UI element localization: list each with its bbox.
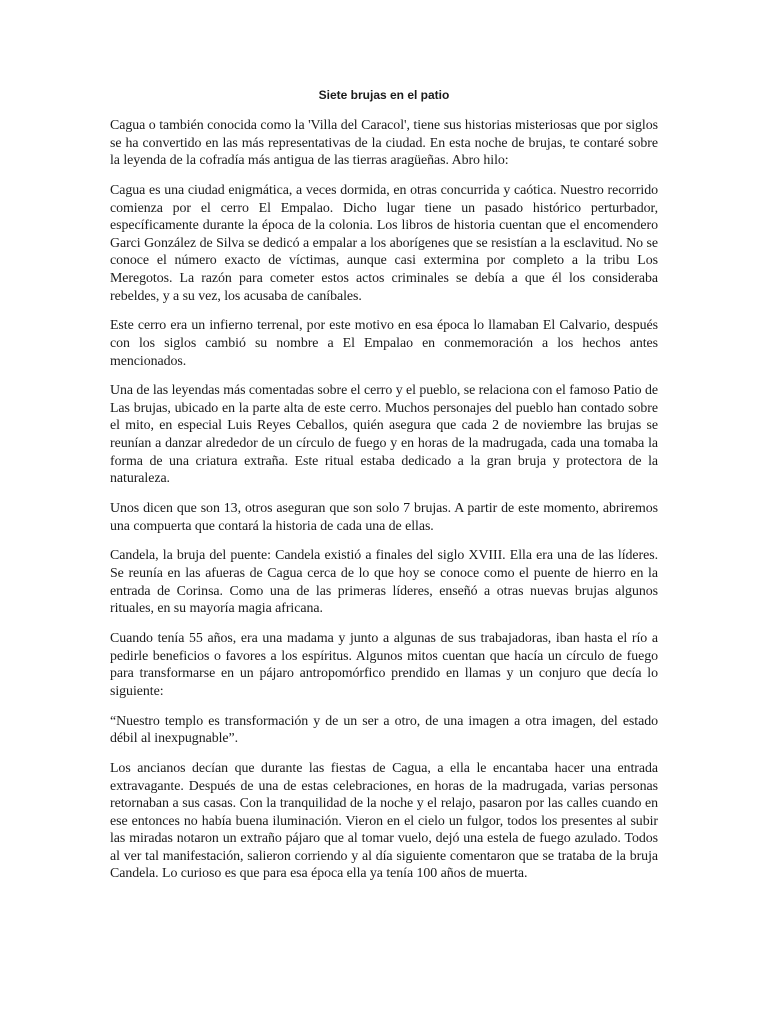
paragraph-el-calvario: Este cerro era un infierno terrenal, por este motivo en esa época lo llamaban El Calvario, después con los siglos cambió su nombre a El Empalao en conmemoración a los hechos antes mencionados. <box>110 318 658 369</box>
document-body <box>110 86 658 895</box>
paragraph-el-empalao: Cagua es una ciudad enigmática, a veces dormida, en otras concurrida y caótica. Nuestro recorrido comienza por el cerro El Empalao. Dicho lugar tiene un pasado histórico perturbador, específicamente durante la época de la colonia. Los libros de historia cuentan que el encomendero Garci González de Silva se dedicó a empalar a los aborígenes que se resistían a la esclavitud. No se conoce el número exacto de víctimas, aunque casi extermina por completo a la tribu Los Meregotos. La razón para cometer estos actos criminales se debía a que él los consideraba rebeldes, y a su vez, los acusaba de caníbales. <box>110 182 658 304</box>
paragraph-intro: Cagua o también conocida como la 'Villa del Caracol', tiene sus historias misteriosas que por siglos se ha convertido en las más representativas de la ciudad. En esta noche de brujas, te contaré sobre la leyenda de la cofradía más antigua de las tierras aragüeñas. Abro hilo: <box>110 118 658 169</box>
paragraph-number-of-witches: Unos dicen que son 13, otros aseguran que son solo 7 brujas. A partir de este momento, abriremos una compuerta que contará la historia de cada una de ellas. <box>110 501 658 534</box>
paragraph-candela-legend: Los ancianos decían que durante las fiestas de Cagua, a ella le encantaba hacer una entrada extravagante. Después de una de estas celebraciones, en horas de la madrugada, varias personas retornaban a sus casas. Con la tranquilidad de la noche y el relajo, pasaron por las calles cuando en ese entonces no había buena iluminación. Vieron en el cielo un fulgor, todos los presentes al subir las miradas notaron un extraño pájaro que al tomar vuelo, dejó una estela de fuego azulado. Todos al ver tal manifestación, salieron corriendo y al día siguiente comentaron que se trataba de la bruja Candela. Lo curioso es que para esa época ella ya tenía 100 años de muerta. <box>110 760 658 882</box>
paragraph-candela: Candela, la bruja del puente: Candela existió a finales del siglo XVIII. Ella era una de las líderes. Se reunía en las afueras de Cagua cerca de lo que hoy se conoce como el puente de hierro en la entrada de Corinsa. Como una de las primeras líderes, enseñó a otras nuevas brujas algunos rituales, en su mayoría magia africana. <box>110 548 658 617</box>
paragraph-patio-de-las-brujas: Una de las leyendas más comentadas sobre el cerro y el pueblo, se relaciona con el famoso Patio de Las brujas, ubicado en la parte alta de este cerro. Muchos personajes del pueblo han contado sobre el mito, en especial Luis Reyes Ceballos, quién asegura que cada 2 de noviembre las brujas se reunían a danzar alrededor de un círculo de fuego y en horas de la madrugada, cada una tomaba la forma de una criatura extraña. Este ritual estaba dedicado a la gran bruja y protectora de la naturaleza. <box>110 383 658 487</box>
document-title: Siete brujas en el patio <box>318 88 450 102</box>
paragraph-candela-ritual: Cuando tenía 55 años, era una madama y junto a algunas de sus trabajadoras, iban hasta el río a pedirle beneficios o favores a los espíritus. Algunos mitos cuentan que hacía un círculo de fuego para transformarse en un pájaro antropomórfico prendido en llamas y un conjuro que decía lo siguiente: <box>110 630 658 699</box>
paragraph-conjuro-quote: “Nuestro templo es transformación y de un ser a otro, de una imagen a otra imagen, del estado débil al inexpugnable”. <box>110 713 658 747</box>
